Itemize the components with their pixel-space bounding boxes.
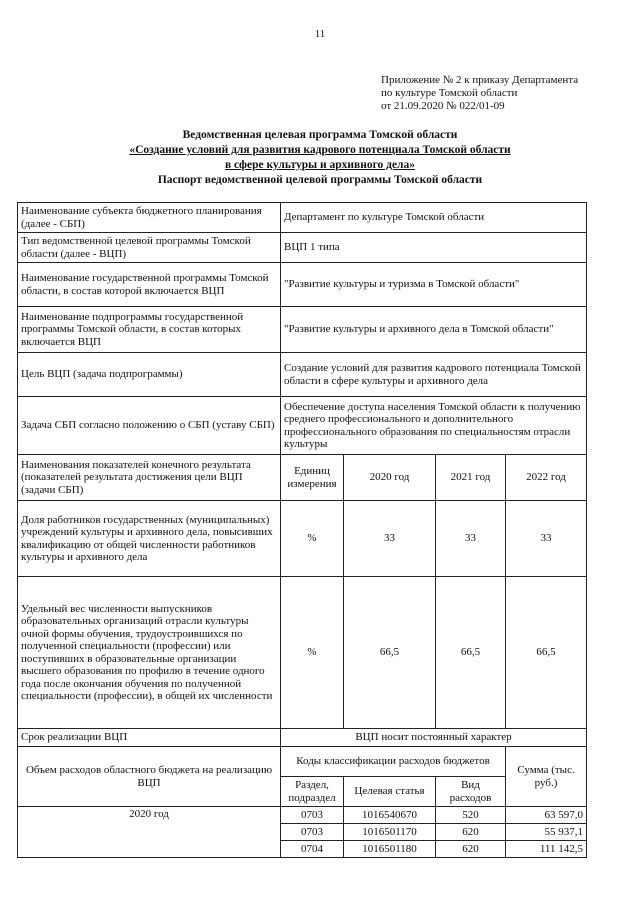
row-value: "Развитие культуры и туризма в Томской области" [281,263,587,307]
indicator-value: 66,5 [436,577,506,729]
expense-section: 0703 [281,807,344,824]
indicator-name: Удельный вес численности выпускников образовательных организаций отрасли культуры очной формы обучения, трудоустроившихся по полученной специальности (профессии) или поступивших в образовательные организации высшего образования по профилю в течение одного года после окончания обучения по полученной специальности (профессии), в общей их численности [18,577,281,729]
expense-sum: 63 597,0 [506,807,587,824]
expense-article: 1016540670 [344,807,436,824]
row-label: Тип ведомственной целевой программы Томской области (далее - ВЦП) [18,233,281,263]
table-row [18,353,587,397]
table-row [18,233,587,263]
expense-section: 0704 [281,841,344,858]
program-name-cont: в сфере культуры и архивного дела» [224,159,416,171]
row-label: Наименование государственной программы Томской области, в состав которой включается ВЦП [18,263,281,307]
row-value: Обеспечение доступа населения Томской области к получению среднего профессионального и дополнительного профессионального образования по специальностям отрасли культуры [281,397,587,455]
passport-table [17,202,587,858]
indicator-value: 66,5 [506,577,587,729]
table-row [18,397,587,455]
table-row [18,307,587,353]
expense-section: 0703 [281,824,344,841]
table-row [18,263,587,307]
indicator-name: Доля работников государственных (муниципальных) учреждений культуры и архивного дела, повысивших квалификацию от общей численности работников культуры и архивного дела [18,501,281,577]
document-heading [0,128,640,188]
sum-header: Сумма (тыс. руб.) [506,747,587,807]
section-header: Раздел, подраздел [281,777,344,807]
passport-title: Паспорт ведомственной целевой программы Томской области [157,174,483,186]
indicator-header: Наименования показателей конечного результата (показателей результата достижения цели ВЦП (задачи СБП) [18,455,281,501]
indicator-row [18,501,587,577]
expense-sum: 55 937,1 [506,824,587,841]
program-title: Ведомственная целевая программа Томской области [182,129,458,141]
article-header: Целевая статья [344,777,436,807]
row-label: Задача СБП согласно положению о СБП (уставу СБП) [18,397,281,455]
row-value: "Развитие культуры и архивного дела в Томской области" [281,307,587,353]
expense-article: 1016501180 [344,841,436,858]
row-label: Наименование подпрограммы государственной программы Томской области, в состав которых включается ВЦП [18,307,281,353]
year-header: 2020 год [344,455,436,501]
appendix-line: Приложение № 2 к приказу Департамента [381,74,579,86]
row-value: Создание условий для развития кадрового потенциала Томской области в сфере культуры и архивного дела [281,353,587,397]
indicator-unit: % [281,577,344,729]
expenses-label: Объем расходов областного бюджета на реализацию ВЦП [18,747,281,807]
codes-header: Коды классификации расходов бюджетов [281,747,506,777]
expense-sum: 111 142,5 [506,841,587,858]
indicator-value: 33 [436,501,506,577]
table-row [18,203,587,233]
row-label: Наименование субъекта бюджетного планирования (далее - СБП) [18,203,281,233]
expense-year: 2020 год [18,807,281,858]
row-label: Цель ВЦП (задача подпрограммы) [18,353,281,397]
appendix-line: по культуре Томской области [381,87,518,99]
expense-article: 1016501170 [344,824,436,841]
expenses-header-row [18,747,587,777]
term-value: ВЦП носит постоянный характер [281,729,587,747]
expense-type: 620 [436,824,506,841]
indicator-value: 66,5 [344,577,436,729]
indicator-unit: % [281,501,344,577]
row-value: ВЦП 1 типа [281,233,587,263]
indicator-value: 33 [506,501,587,577]
unit-header: Единиц измерения [281,455,344,501]
term-label: Срок реализации ВЦП [18,729,281,747]
year-header: 2022 год [506,455,587,501]
row-value: Департамент по культуре Томской области [281,203,587,233]
expense-type: 520 [436,807,506,824]
program-name: «Создание условий для развития кадрового потенциала Томской области [129,144,511,156]
expense-type: 620 [436,841,506,858]
indicator-row [18,577,587,729]
year-header: 2021 год [436,455,506,501]
page-number: 11 [314,28,326,40]
appendix-note [381,74,578,113]
indicator-header-row [18,455,587,501]
type-header: Вид расходов [436,777,506,807]
appendix-line: от 21.09.2020 № 022/01-09 [381,100,505,112]
expense-row [18,807,587,824]
term-row [18,729,587,747]
indicator-value: 33 [344,501,436,577]
